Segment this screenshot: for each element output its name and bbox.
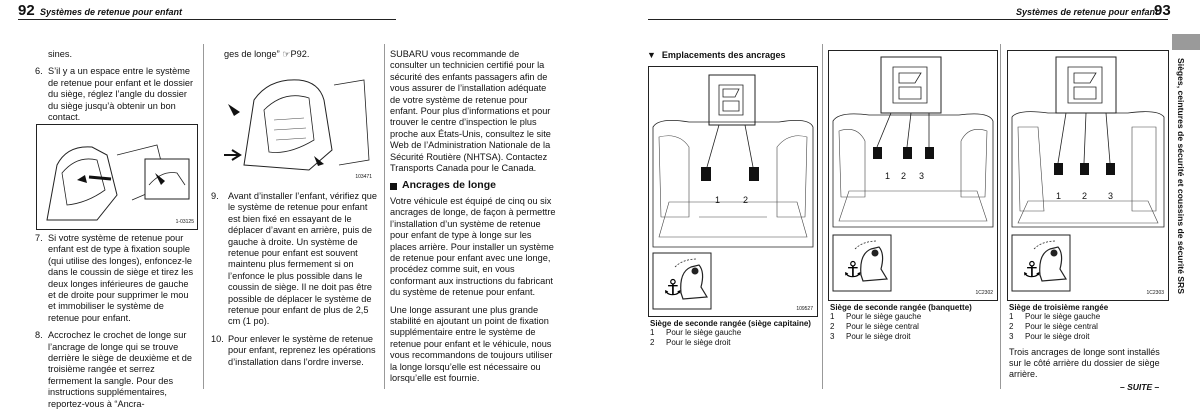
figure-code: 1-03125 [175,219,194,225]
caption-captain [650,319,820,348]
right-header-rule [648,19,1168,20]
col-separator [384,44,385,389]
caption-item-number: 1 [1009,312,1014,321]
anchor-label-2: 2 [1082,191,1088,201]
anchor-label-1: 1 [885,171,891,181]
caption-title: Siège de seconde rangée (banquette) [830,303,972,312]
right-page-number: 93 [1154,2,1171,19]
col-separator [203,44,204,389]
column-2-lower [211,191,377,374]
figure-anchors-bench [828,50,998,301]
step-number: 9. [211,191,219,201]
side-tab-text: Sièges, ceintures de sécurité et coussins de sécurité SRS [1176,58,1186,294]
caption-bench [830,303,1000,342]
anchor-label-1: 1 [1056,191,1062,201]
anchor-icon: ⚓ [843,258,863,283]
figure-code: 103471 [355,174,372,180]
col-separator [1000,44,1001,389]
text-fragment: sines. [48,49,73,59]
side-tab-marker [1172,34,1200,50]
caption-item-number: 1 [650,328,655,337]
caption-title: Siège de troisième rangée [1009,303,1109,312]
left-page-title: Systèmes de retenue pour enfant [40,7,183,17]
anchor-icon: ⚓ [663,276,683,301]
caption-item-text: Pour le siège gauche [666,328,742,337]
figure-code: 1C2302 [975,290,993,296]
left-page-number: 92 [18,2,35,19]
caption-item-text: Pour le siège gauche [1025,312,1101,321]
figure-code: 109527 [796,306,813,312]
column-2 [211,49,377,66]
anchors-third-row-illustration [1008,51,1168,300]
step-text: S’il y a un espace entre le système de retenue pour enfant et le dossier du siège, réglez l’angle du dossier du siège jusqu’à obtenir un bon contact. [48,66,194,123]
caption-item-text: Pour le siège central [1025,322,1098,331]
caption-item-text: Pour le siège droit [1025,332,1090,341]
continued-footer: – SUITE – [1120,382,1160,392]
step-number: 6. [35,66,43,77]
square-bullet-icon [390,183,397,190]
anchor-label-1: 1 [715,195,721,205]
anchor-label-3: 3 [919,171,925,181]
figure-anchors-third-row [1007,50,1169,301]
seat-adjust-illustration [37,125,197,229]
step-text: Accrochez le crochet de longe sur l’ancrage de longe qui se trouve derrière le siège de deuxième et de troisième rangée et serrez fermement la sangle. Pour des instructions supplémentaires, reportez-vous à “Ancra- [48,330,193,409]
step-text: Pour enlever le système de retenue pour enfant, reprenez les opérations d’installation dans l’ordre inverse. [228,333,376,367]
column-1 [35,49,197,129]
anchors-section-title [647,50,785,60]
child-seat-illustration [214,70,376,182]
caption-item-number: 3 [830,332,835,341]
caption-title: Siège de seconde rangée (siège capitaine) [650,319,811,328]
side-tab [1172,0,1200,402]
paragraph: Une longe assurant une plus grande stabilité en ajoutant un point de fixation supplémentaire entre le système de retenue pour enfant et le véhicule, nous vous recommandons de toujours utiliser la longe lorsqu’elle est nécessaire ou lorsqu’elle est fournie. [390,304,553,383]
caption-item-text: Pour le siège droit [666,338,731,347]
caption-item [830,332,1000,342]
caption-item-number: 2 [650,338,655,347]
section-title-text: Emplacements des ancrages [661,50,786,60]
step-number: 7. [35,233,43,243]
anchor-label-3: 3 [1108,191,1114,201]
caption-item [1009,332,1171,342]
section-heading [390,180,558,191]
caption-third-row [1009,303,1171,380]
step-7 [35,233,197,324]
caption-item-number: 2 [830,322,835,331]
caption-item-text: Pour le siège gauche [846,312,922,321]
anchors-bench-illustration [829,51,997,300]
anchor-icon: ⚓ [1022,258,1042,283]
step-6 [35,66,197,123]
figure-seat-adjust [36,124,198,230]
column-3 [390,49,558,390]
caption-item [1009,322,1171,332]
figure-code: 1C2303 [1146,290,1164,296]
right-page-title: Systèmes de retenue pour enfant [1016,7,1159,17]
caption-item [830,322,1000,332]
step-text: Si votre système de retenue pour enfant est de type à fixation souple (qui utilise des longes), enfoncez-le dans le coussin de siège et tirez les deux longes inférieures de gauche et de droite pour supprimer le mou et immobiliser le système de retenue pour enfant. [48,233,194,323]
caption-item-text: Pour le siège droit [846,332,911,341]
column-1-lower [35,233,197,416]
step-number: 10. [211,333,224,344]
anchor-label-2: 2 [901,171,907,181]
caption-item [650,338,820,348]
heading-text: Ancrages de longe [402,179,496,192]
caption-item-number: 3 [1009,332,1014,341]
caption-item [830,312,1000,322]
anchor-label-2: 2 [743,195,749,205]
col-separator [822,44,823,389]
left-header-rule [18,19,396,20]
step-text: Avant d’installer l’enfant, vérifiez que le système de retenue pour enfant est bien fixé en essayant de le déplacer d’avant en arrière, puis de gauche à droite. Un système de retenue pour enfant est souvent maintenu plus fermement si on l’enfonce le plus possible dans le coussin de siège. Il ne doit pas être possible de déplacer le système de retenue pour enfant de plus de 2,5 cm (1 po). [228,191,377,327]
triangle-down-icon: ▼ [647,50,656,60]
figure-anchors-captain [648,66,818,317]
paragraph: Votre véhicule est équipé de cinq ou six ancrages de longe, de façon à permettre l’installation d’un système de retenue pour enfant de type à longe sur les places arrière. Pour installer un système de retenue pour enfant avec une longe, procédez comme suit, en vous conformant aux instructions du fabricant du système de retenue pour enfant. [390,195,556,298]
caption-item [650,328,820,338]
step-8 [35,330,197,410]
caption-item [1009,312,1171,322]
step-10 [211,334,377,368]
figure-child-seat [214,70,376,182]
anchors-note: Trois ancrages de longe sont installés sur le côté arrière du dossier de siège arrière. [1009,347,1160,379]
step-9 [211,191,377,328]
caption-item-number: 2 [1009,322,1014,331]
paragraph: SUBARU vous recommande de consulter un technicien certifié pour la sécurité des enfants passagers afin de vous assurer de l’installation adéquate de votre système de retenue pour enfant. Pour plus d’informations et pour trouver le centre d’inspection le plus proche aux États-Unis, consultez le site Web de l’Administration Nationale de la Sécurité Routière (NHTSA). Contactez Transports Canada pour le Canada. [390,49,551,174]
caption-item-text: Pour le siège central [846,322,919,331]
caption-item-number: 1 [830,312,835,321]
anchors-captain-illustration [649,67,817,316]
step-number: 8. [35,330,43,341]
text-fragment: ges de longe” ☞P92. [224,49,310,59]
